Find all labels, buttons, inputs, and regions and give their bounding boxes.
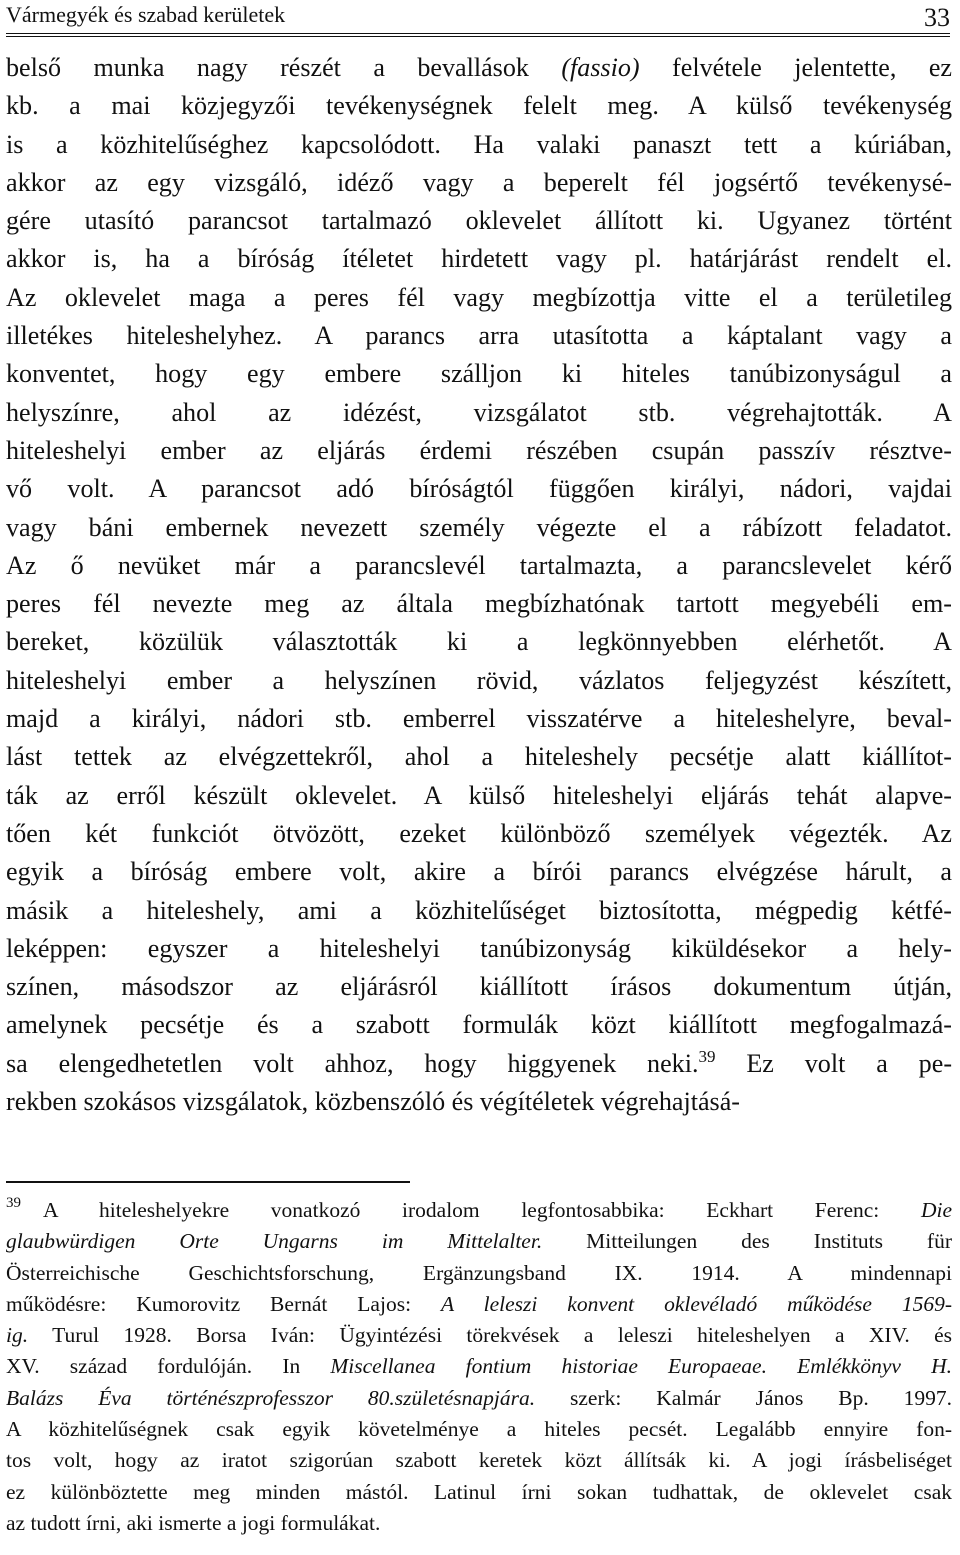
italic-run: Die: [920, 1198, 952, 1222]
text-run: Mitteilungen des Instituts für: [542, 1229, 952, 1254]
text-line: [6, 355, 952, 393]
text-line: [6, 87, 952, 125]
text-line: [6, 1477, 952, 1508]
text-line: [6, 1351, 952, 1382]
text-line: [6, 1258, 952, 1289]
text-line: [6, 1045, 952, 1083]
text-line: [6, 738, 952, 776]
footnote: [6, 1195, 952, 1539]
text-run: bereket, közülük választották ki a legkönnyebben elérhetőt. A: [6, 627, 952, 657]
text-line: [6, 1414, 952, 1445]
text-run: amelynek pecsétje és a szabott formulák közt kiállított megfogalmazá-: [6, 1010, 952, 1040]
text-line: [6, 700, 952, 738]
italic-run: ig.: [6, 1323, 29, 1348]
text-line: [6, 432, 952, 470]
text-run: Az ő nevüket már a parancslevél tartalmazta, a parancslevelet kérő: [6, 550, 952, 580]
text-run: belső munka nagy részét a bevallások: [6, 53, 562, 82]
text-run: A hiteleshelyekre vonatkozó irodalom legfontosabbika: Eckhart Ferenc:: [43, 1198, 921, 1222]
italic-run: (fassio): [561, 53, 640, 82]
text-line: [6, 853, 952, 891]
text-line: [6, 394, 952, 432]
text-run: XV. század fordulóján. In: [6, 1354, 331, 1379]
text-line: [6, 470, 952, 508]
text-run: majd a királyi, nádori stb. emberrel visszatérve a hiteleshelyre, beval-: [6, 704, 952, 734]
text-run: színen, másodszor az eljárásról kiállított írásos dokumentum útján,: [6, 972, 952, 1002]
italic-run: Miscellanea fontium historiae Europaeae. Emlékkönyv H.: [330, 1354, 952, 1379]
text-line: [6, 1320, 952, 1351]
text-run: Az oklevelet maga a peres fél vagy megbízottja vitte el a területileg: [6, 282, 952, 312]
text-run: helyszínre, ahol az idézést, vizsgálatot stb. végrehajtották. A: [6, 397, 952, 427]
text-line: [6, 1445, 952, 1476]
text-run: szerk: Kalmár János Bp. 1997.: [535, 1385, 952, 1410]
text-run: az tudott írni, aki ismerte a jogi formulákat.: [6, 1510, 381, 1535]
text-run: gére utasító parancsot tartalmazó oklevelet állított ki. Ugyanez történt: [6, 206, 952, 236]
text-run: tos volt, hogy az iratot szigorúan szabott keretek közt állítsák ki. A jogi írásbeliséget: [6, 1448, 952, 1473]
italic-run: A leleszi konvent oklevéladó működése 1569-: [440, 1291, 952, 1316]
text-line: [6, 509, 952, 547]
text-line: [6, 547, 952, 585]
body-text: [6, 49, 952, 1121]
text-line: [6, 623, 952, 661]
text-run: leképpen: egyszer a hiteleshelyi tanúbizonyság kiküldésekor a hely-: [6, 933, 952, 963]
text-line: [6, 968, 952, 1006]
text-run: tően két funkciót ötvözött, ezeket különböző személyek végezték. Az: [6, 818, 952, 848]
text-line: [6, 1508, 952, 1539]
text-line: [6, 1289, 952, 1320]
text-run: ták az erről készült oklevelet. A külső hiteleshelyi eljárás tehát alapve-: [6, 780, 952, 810]
text-run: vagy báni embernek nevezett személy végezte el a rábízott feladatot.: [6, 512, 952, 542]
text-run: hiteleshelyi ember az eljárás érdemi részében csupán passzív résztve-: [6, 435, 952, 465]
text-line: [6, 279, 952, 317]
text-line: [6, 1383, 952, 1414]
text-run: illetékes hiteleshelyhez. A parancs arra utasította a káptalant vagy a: [6, 321, 952, 351]
text-run: kb. a mai közjegyzői tevékenységnek felelt meg. A külső tevékenység: [6, 91, 952, 121]
text-line: [6, 815, 952, 853]
text-run: ez különböztette meg minden mástól. Latinul írni sokan tudhattak, de oklevelet csak: [6, 1479, 952, 1504]
footnote-number: 39: [6, 1195, 21, 1211]
text-run: Turul 1928. Borsa Iván: Ügyintézési törekvések a leleszi hiteleshelyen a XIV. és: [28, 1323, 952, 1348]
header-rule-top: [6, 33, 950, 34]
text-run: A közhitelűségnek csak egyik követelménye a hiteles pecsét. Legalább ennyire fon-: [6, 1417, 952, 1442]
header-rule-bottom: [6, 36, 950, 37]
text-run: sa elengedhetetlen volt ahhoz, hogy higgyenek neki.: [6, 1048, 699, 1078]
text-line: [6, 49, 952, 87]
text-line: [6, 585, 952, 623]
text-line: [6, 777, 952, 815]
text-run: peres fél nevezte meg az általa megbízhatónak tartott megyebéli em-: [6, 589, 952, 619]
running-header-title: Vármegyék és szabad kerületek: [6, 2, 286, 27]
footnote-separator: [6, 1181, 410, 1183]
text-line: [6, 126, 952, 164]
text-run: működésre: Kumorovitz Bernát Lajos:: [6, 1291, 441, 1316]
text-line: [6, 1226, 952, 1257]
text-line: [6, 202, 952, 240]
text-run: rekben szokásos vizsgálatok, közbenszóló és végítéletek végrehajtásá-: [6, 1087, 740, 1117]
text-run: akkor az egy vizsgáló, idéző vagy a beperelt fél jogsértő tevékenysé-: [6, 167, 952, 197]
text-run: konventet, hogy egy embere szálljon ki hiteles tanúbizonyságul a: [6, 359, 952, 389]
text-run: Österreichische Geschichtsforschung, Ergänzungsband IX. 1914. A mindennapi: [6, 1260, 952, 1285]
text-run: vő volt. A parancsot adó bíróságtól függően királyi, nádori, vajdai: [6, 474, 952, 504]
text-line: [6, 317, 952, 355]
text-line: [6, 662, 952, 700]
text-run: is a közhitelűséghez kapcsolódott. Ha valaki panaszt tett a kúriában,: [6, 129, 952, 159]
text-run: akkor is, ha a bíróság ítéletet hirdetett vagy pl. határjárást rendelt el.: [6, 244, 952, 274]
text-run: egyik a bíróság embere volt, akire a bírói parancs elvégzése hárult, a: [6, 857, 952, 887]
text-line: [6, 892, 952, 930]
footnote-reference: 39: [698, 1046, 716, 1066]
page-number: 33: [924, 3, 950, 32]
text-run: felvétele jelentette, ez: [639, 53, 952, 82]
text-run: másik a hiteleshely, ami a közhitelűséget biztosította, mégpedig kétfé-: [6, 895, 952, 925]
text-line: [6, 930, 952, 968]
text-line: [6, 164, 952, 202]
text-run: lást tettek az elvégzettekről, ahol a hiteleshely pecsétje alatt kiállítot-: [6, 742, 952, 772]
text-line: [6, 1006, 952, 1044]
text-line: [6, 1195, 952, 1226]
text-line: [6, 1083, 952, 1121]
italic-run: Balázs Éva történészprofesszor 80.születésnapjára.: [6, 1385, 536, 1410]
italic-run: glaubwürdigen Orte Ungarns im Mittelalter.: [6, 1229, 543, 1254]
running-header: [6, 0, 950, 32]
text-line: [6, 240, 952, 278]
text-run: hiteleshelyi ember a helyszínen rövid, vázlatos feljegyzést készített,: [6, 665, 952, 695]
text-run: Ez volt a pe-: [715, 1048, 953, 1078]
